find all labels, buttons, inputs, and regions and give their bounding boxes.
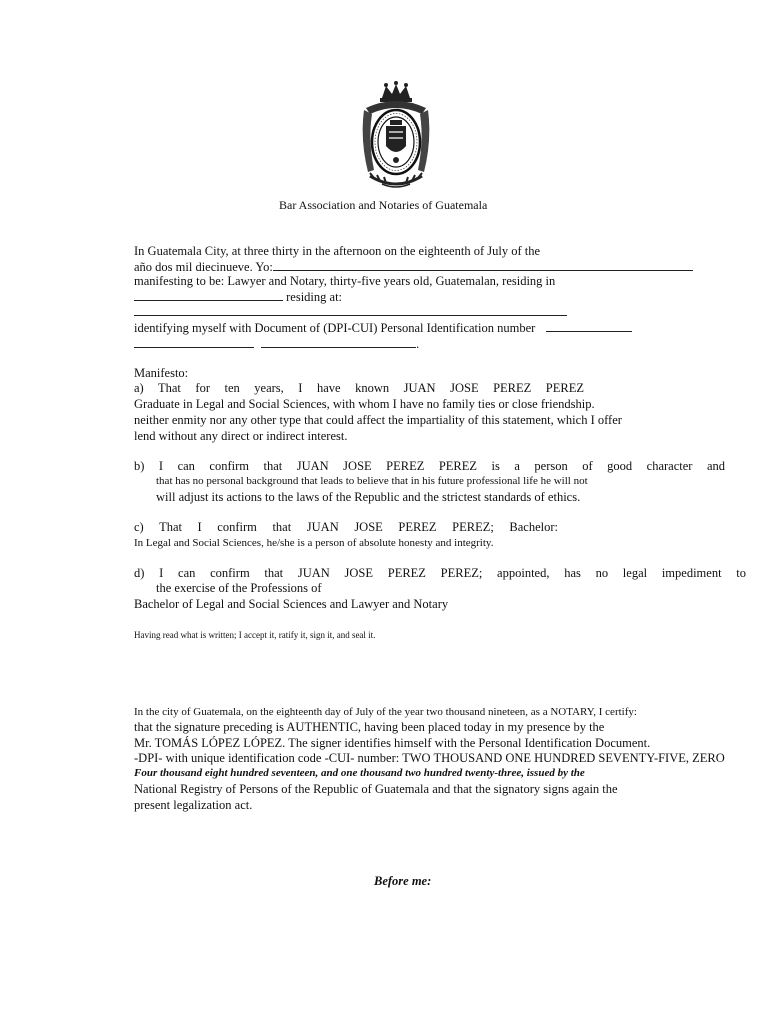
residing-at-label: residing at: [283, 290, 343, 304]
intro-yo-label: año dos mil diecinueve. Yo: [134, 260, 273, 274]
dpi-label: identifying myself with Document of (DPI-CUI) Personal Identification number [134, 321, 536, 335]
dpi-blank-1[interactable] [546, 320, 632, 332]
cert-line-5: Four thousand eight hundred seventeen, and one thousand two hundred twenty-three, issued by the [134, 767, 585, 779]
cert-line-6: National Registry of Persons of the Republic of Guatemala and that the signatory signs again the [134, 782, 618, 796]
name-blank[interactable] [273, 259, 693, 271]
residence-blank[interactable] [134, 289, 283, 301]
bar-association-seal-icon [356, 80, 436, 192]
manifesto-a-line-2: Graduate in Legal and Social Sciences, with whom I have no family ties or close friendship. [134, 397, 595, 411]
manifesto-b-line-2: that has no personal background that leads to believe that in his future professional life he will not [156, 475, 588, 487]
manifesto-a-line-1: a) That for ten years, I have known JUAN JOSE PEREZ PEREZ [134, 381, 584, 395]
intro-line-5 [134, 304, 567, 320]
manifesto-b-line-1: b) I can confirm that JUAN JOSE PEREZ PEREZ is a person of good character and [134, 459, 725, 473]
dpi-blank-3[interactable] [261, 336, 416, 348]
intro-period: . [416, 337, 420, 351]
cert-line-3: Mr. TOMÁS LÓPEZ LÓPEZ. The signer identifies himself with the Personal Identification Document. [134, 736, 651, 750]
manifesto-heading: Manifesto: [134, 366, 189, 380]
intro-line-7 [134, 336, 419, 352]
cert-line-2: that the signature preceding is AUTHENTIC, having been placed today in my presence by the [134, 720, 605, 734]
manifesto-a-line-4: lend without any direct or indirect interest. [134, 429, 348, 443]
intro-line-3: manifesting to be: Lawyer and Notary, thirty-five years old, Guatemalan, residing in [134, 274, 556, 288]
cert-line-4: -DPI- with unique identification code -CUI- number: TWO THOUSAND ONE HUNDRED SEVENTY-FIVE, ZERO [134, 751, 725, 765]
intro-line-2 [134, 259, 693, 275]
closing-statement: Having read what is written; I accept it, ratify it, sign it, and seal it. [134, 630, 376, 640]
manifesto-a-line-3: neither enmity nor any other type that could affect the impartiality of this statement, which I offer [134, 413, 622, 427]
cert-line-1: In the city of Guatemala, on the eighteenth day of July of the year two thousand nineteen, as a NOTARY, I certify: [134, 706, 637, 718]
manifesto-d-line-3: Bachelor of Legal and Social Sciences and Lawyer and Notary [134, 597, 449, 611]
intro-line-6 [134, 320, 632, 336]
manifesto-c-line-2: In Legal and Social Sciences, he/she is a person of absolute honesty and integrity. [134, 537, 494, 549]
cert-line-7: present legalization act. [134, 798, 253, 812]
association-title: Bar Association and Notaries of Guatemala [279, 198, 488, 212]
dpi-blank-2[interactable] [134, 336, 254, 348]
address-blank[interactable] [134, 304, 567, 316]
manifesto-c-line-1: c) That I confirm that JUAN JOSE PEREZ PEREZ; Bachelor: [134, 520, 558, 534]
manifesto-b-line-3: will adjust its actions to the laws of the Republic and the strictest standards of ethics. [156, 490, 581, 504]
intro-line-4 [134, 289, 342, 305]
intro-line-1: In Guatemala City, at three thirty in the afternoon on the eighteenth of July of the [134, 244, 541, 258]
before-me-label: Before me: [374, 874, 432, 888]
manifesto-d-line-2: the exercise of the Professions of [156, 581, 322, 595]
manifesto-d-line-1: d) I can confirm that JUAN JOSE PEREZ PEREZ; appointed, has no legal impediment to [134, 566, 746, 580]
